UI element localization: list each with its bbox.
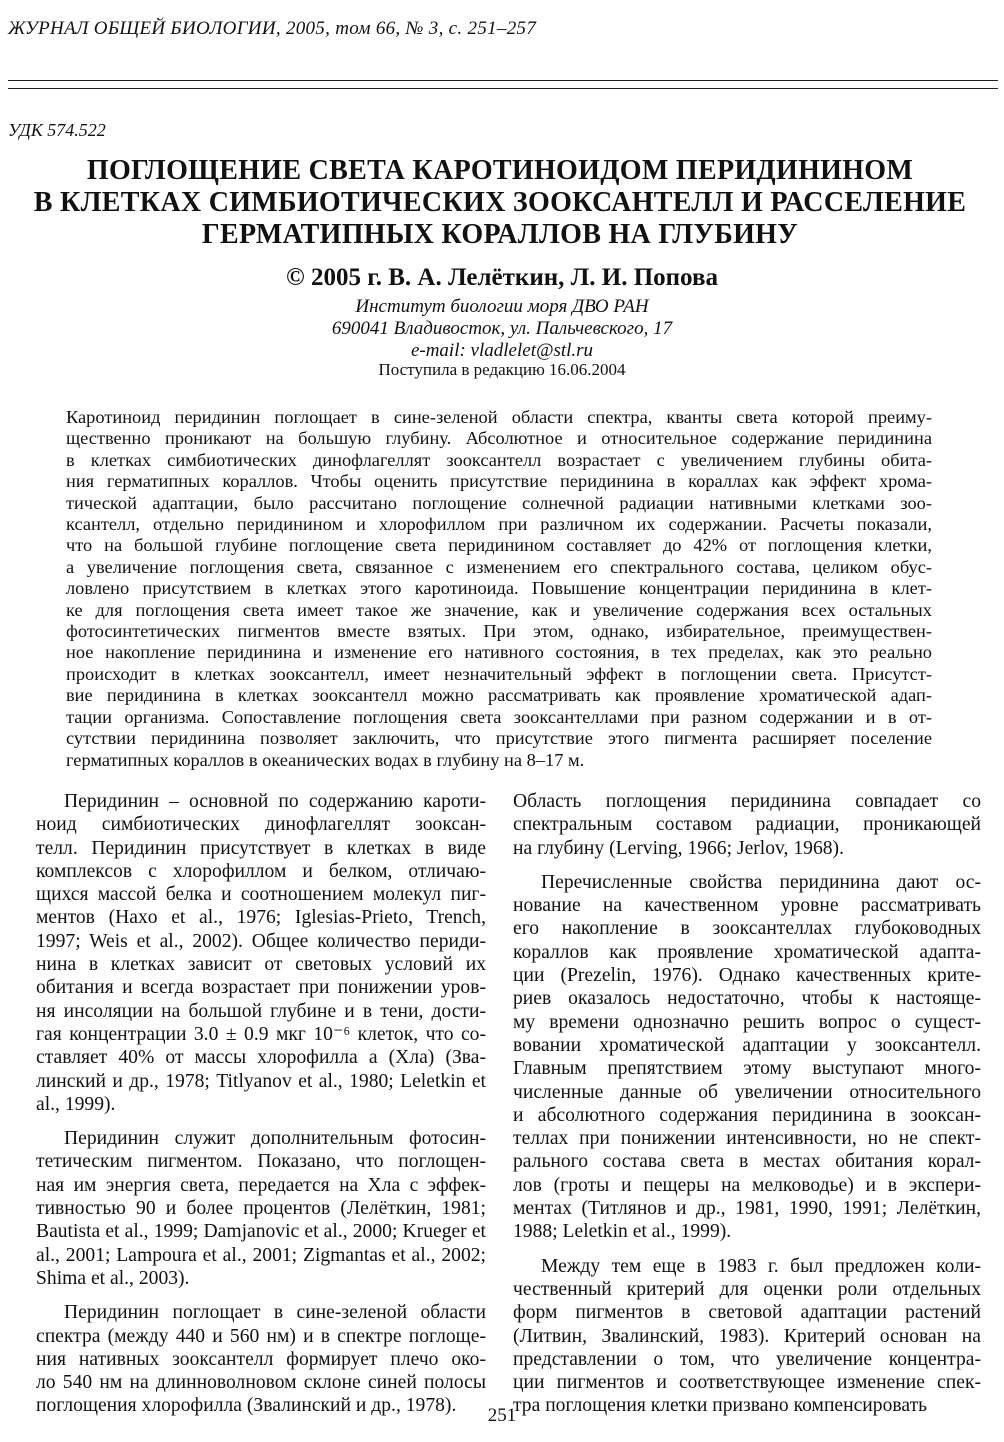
body-line: щихся массой белка и соотношением молекул пиг-	[36, 884, 486, 906]
affiliation	[0, 296, 1004, 362]
body-line: рального состава света в местах обитания корал-	[513, 1151, 981, 1173]
body-line: спектра (между 440 и 560 нм) и в спектре поглоще-	[36, 1325, 486, 1347]
abstract-line: вие перидинина в клетках зооксантелл можно рассматривать как проявление хроматической адап-	[66, 685, 932, 706]
left-column	[36, 790, 486, 1429]
body-line: Область поглощения перидинина совпадает со	[513, 791, 981, 812]
body-line: и абсолютного содержания перидинина в зооксан-	[513, 1104, 981, 1126]
body-line: вовании хроматической адаптации у зооксантелл.	[513, 1034, 981, 1056]
abstract-line: происходит в клетках зооксантелл, имеет незначительный эффект в поглощении света. Присутст-	[66, 663, 932, 684]
title-line: ПОГЛОЩЕНИЕ СВЕТА КАРОТИНОИДОМ ПЕРИДИНИНОМ	[86, 155, 914, 186]
received-date: Поступила в редакцию 16.06.2004	[378, 360, 626, 379]
right-column	[513, 790, 981, 1429]
body-line: тетическим пигментом. Показано, что поглощен-	[36, 1151, 486, 1173]
body-line: ментов (Haxo et al., 1976; Iglesias-Prieto, Trench,	[36, 907, 486, 929]
body-paragraph	[513, 1255, 981, 1418]
body-line: на глубину (Lerving, 1966; Jerlov, 1968).	[513, 837, 844, 859]
abstract-line: ловлено присутствием в клетках этого каротиноида. Повышение концентрации перидинина в клет-	[66, 578, 932, 599]
abstract-line: тации организма. Сопоставление поглощения света зооксантеллами при разном содержании и в от-	[66, 706, 932, 727]
body-line: кораллов как проявление хроматической адапта-	[513, 941, 981, 963]
body-line: al., 2001; Lampoura et al., 2001; Zigmantas et al., 2002;	[36, 1244, 486, 1266]
body-line: 1988; Leletkin et al., 1999).	[513, 1221, 732, 1243]
abstract-line: герматипных кораллов в океанических водах в глубину на 8–17 м.	[66, 749, 585, 770]
header-rule-bottom	[8, 88, 998, 89]
body-line: телл. Перидинин присутствует в клетках в виде	[36, 837, 486, 859]
body-line: лов (гроты и пещеры на мелководье) и в экспери-	[513, 1174, 981, 1196]
body-paragraph	[36, 1127, 486, 1290]
body-line: Shima et al., 2003).	[36, 1267, 190, 1289]
abstract-line: что на большой глубине поглощение света перидинином составляет до 42% от поглощения клетки,	[66, 535, 932, 556]
abstract-line: в клетках симбиотических динофлагеллят зооксантелл возрастает с увеличением глубины обита-	[66, 449, 932, 470]
body-line: Перидинин поглощает в сине-зеленой области	[64, 1302, 486, 1324]
udc-code: УДК 574.522	[8, 120, 106, 140]
abstract-line: ния герматипных кораллов. Чтобы оценить присутствие перидинина в кораллах как эффект хрома-	[66, 471, 932, 492]
body-line: ноид симбиотических динофлагеллят зооксан-	[36, 814, 486, 836]
abstract-line: ное накопление перидинина и изменение его нативного состояния, в тех пределах, как это реально	[66, 642, 932, 663]
body-line: ная им энергия света, передается на Хла с эффек-	[36, 1174, 486, 1196]
body-line: нина в клетках зависит от световых условий их	[36, 954, 486, 976]
running-head: ЖУРНАЛ ОБЩЕЙ БИОЛОГИИ, 2005, том 66, № 3, с. 251–257	[8, 18, 537, 39]
body-line: ции пигментов и соответствующее изменение спек-	[513, 1372, 981, 1394]
affiliation-email: e-mail: vladlelet@stl.ru	[410, 340, 594, 361]
body-line: численные данные об увеличении относительного	[513, 1081, 981, 1103]
body-line: ции (Prezelin, 1976). Однако качественных крите-	[513, 965, 981, 987]
body-line: 1997; Weis et al., 2002). Общее количество периди-	[36, 930, 486, 952]
body-line: Между тем еще в 1983 г. был предложен коли-	[541, 1255, 981, 1277]
affiliation-address: 690041 Владивосток, ул. Пальчевского, 17	[331, 318, 673, 339]
abstract-line: Каротиноид перидинин поглощает в сине-зеленой области спектра, кванты света которой преиму-	[66, 407, 932, 427]
body-paragraph	[36, 1301, 486, 1417]
title-line: В КЛЕТКАХ СИМБИОТИЧЕСКИХ ЗООКСАНТЕЛЛ И РАССЕЛЕНИЕ	[33, 187, 967, 218]
body-line: форм пигментов в световой адаптации растений	[513, 1302, 981, 1324]
abstract	[66, 407, 932, 771]
body-line: Bautista et al., 1999; Damjanovic et al., 2000; Krueger et	[36, 1221, 486, 1243]
body-line: ло 540 нм на длинноволновом склоне синей полосы	[36, 1372, 486, 1394]
body-line: ставляет 40% от массы хлорофилла a (Хла) (Зва-	[36, 1047, 486, 1069]
abstract-line: ке для поглощения света имеет такое же значение, как и увеличение содержания всех остальных	[66, 599, 932, 620]
body-line: поглощения хлорофилла (Звалинский и др., 1978).	[36, 1395, 457, 1417]
body-line: тивностью 90 и более процентов (Лелёткин, 1981;	[36, 1198, 486, 1220]
header-rule-top	[8, 80, 998, 81]
body-paragraph	[36, 790, 486, 1116]
body-line: гая концентрации 3.0 ± 0.9 мкг 10⁻⁶ клеток, что со-	[36, 1023, 486, 1045]
body-line: спектральным составом радиации, проникающей	[513, 814, 981, 836]
body-paragraph	[513, 871, 981, 1244]
body-line: линский и др., 1978; Titlyanov et al., 1980; Leletkin et	[36, 1070, 486, 1092]
body-line: нование на качественном уровне рассматривать	[513, 895, 981, 917]
body-line: теллах при понижении интенсивности, но не спект-	[513, 1128, 981, 1150]
body-line: чественный критерий для оценки роли отдельных	[513, 1278, 981, 1300]
body-line: комплексов с хлорофиллом и белком, отличаю-	[36, 860, 486, 882]
body-line: ня инсоляции на большой глубине и в тени, дости-	[36, 1000, 486, 1022]
body-line: его накопление в зооксантеллах глубоководных	[513, 918, 981, 940]
title-line: ГЕРМАТИПНЫХ КОРАЛЛОВ НА ГЛУБИНУ	[201, 219, 799, 250]
abstract-line: щественно проникают на большую глубину. Абсолютное и относительное содержание перидинина	[66, 428, 932, 449]
affiliation-institute: Институт биологии моря ДВО РАН	[355, 296, 649, 317]
body-line: Перидинин – основной по содержанию кароти-	[64, 791, 486, 812]
page-number: 251	[487, 1405, 517, 1426]
authors: © 2005 г. В. А. Лелёткин, Л. И. Попова	[286, 264, 718, 291]
abstract-line: тической адаптации, было рассчитано поглощение солнечной радиации нативными клетками зоо-	[66, 492, 932, 513]
abstract-line: сутствии перидинина позволяет заключить, что присутствие этого пигмента расширяет поселение	[66, 728, 932, 749]
body-line: обитания и всегда возрастает при понижении уров-	[36, 977, 486, 999]
abstract-line: фотосинтетических пигментов вместе взятых. При этом, однако, избирательное, преимуществен-	[66, 621, 932, 642]
abstract-line: а увеличение поглощения света, связанное с изменением его спектрального состава, целиком обус-	[66, 556, 932, 577]
body-line: Перечисленные свойства перидинина дают ос-	[541, 871, 981, 893]
body-line: Перидинин служит дополнительным фотосин-	[64, 1128, 486, 1150]
body-line: тра поглощения клетки призвано компенсировать	[513, 1395, 928, 1417]
body-line: ния нативных зооксантелл формирует плечо око-	[36, 1348, 486, 1370]
body-paragraph	[513, 790, 981, 860]
body-line: представлении о том, что увеличение концентра-	[513, 1348, 981, 1370]
body-line: (Литвин, Звалинский, 1983). Критерий основан на	[513, 1325, 981, 1347]
body-line: Главным препятствием этому выступают много-	[513, 1058, 981, 1080]
abstract-line: ксантелл, отдельно перидинином и хлорофиллом при различном их содержании. Расчеты показали,	[66, 514, 932, 535]
body-line: al., 1999).	[36, 1093, 116, 1115]
body-line: му времени однозначно решить вопрос о сущест-	[513, 1011, 981, 1033]
body-line: риев оказалось недостаточно, чтобы к настояще-	[513, 988, 981, 1010]
article-title	[20, 155, 980, 251]
body-line: ментах (Титлянов и др., 1981, 1990, 1991; Лелёткин,	[513, 1198, 981, 1220]
